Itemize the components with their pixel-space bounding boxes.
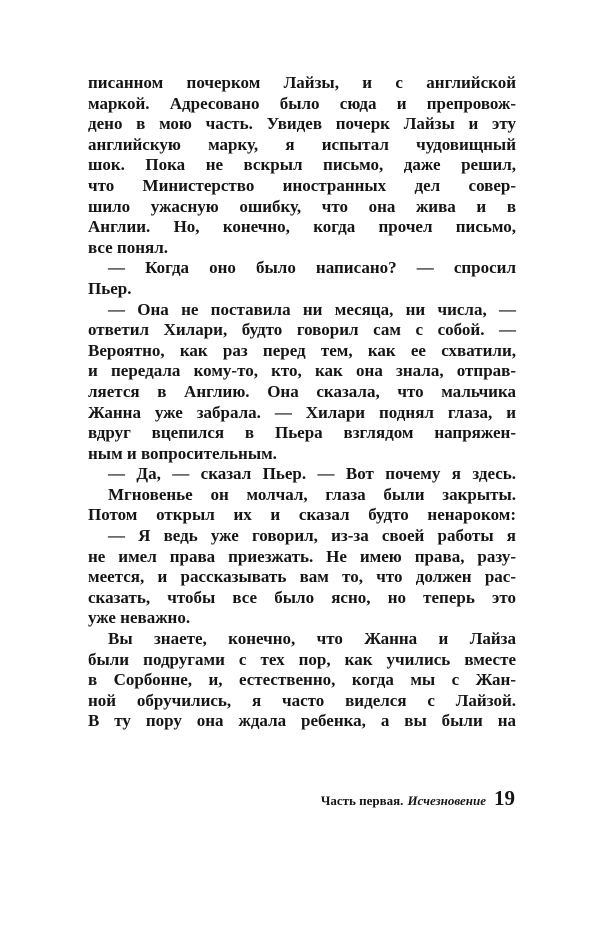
footer-section-title: Исчезновение [407,793,486,808]
text-line: сказать, чтобы все было ясно, но теперь это [88,587,516,607]
text-line: вдруг вцепился в Пьера взглядом напряжен- [88,423,516,443]
text-line: уже неважно. [88,608,191,628]
text-line: меется, и рассказывать вам то, что должен рас- [88,567,516,587]
text-line: Жанна уже забрала. — Хилари поднял глаза, и [88,402,516,422]
text-line: — Я ведь уже говорил, из-за своей работы я [108,526,516,546]
text-line: маркой. Адресовано было сюда и препровож- [88,93,516,113]
text-line: что Министерство иностранных дел совер- [88,175,516,195]
text-line: Мгновенье он молчал, глаза были закрыты. [108,484,516,504]
text-line: ным и вопросительным. [88,443,277,463]
text-line: Вероятно, как раз перед тем, как ее схватили, [88,340,516,360]
text-line: все понял. [88,237,169,257]
text-line: не имел права приезжать. Не имею права, разу- [88,546,516,566]
text-line: в Сорбонне, и, естественно, когда мы с Жан- [88,670,516,690]
text-line: шило ужасную ошибку, что она жива и в [88,196,516,216]
text-line: Пьер. [88,278,132,298]
text-line: и передала кому-то, кто, как она знала, отправ- [88,361,516,381]
page-number: 19 [494,786,515,810]
running-footer [321,786,515,813]
text-line: — Она не поставила ни месяца, ни числа, — [108,299,516,319]
text-line: В ту пору она ждала ребенка, а вы были на [88,711,516,731]
text-line: — Когда оно было написано? — спросил [108,258,516,278]
text-line: английскую марку, я испытал чудовищный [88,134,516,154]
text-line: ляется в Англию. Она сказала, что мальчика [88,381,516,401]
text-line: ной обручились, я часто виделся с Лайзой. [88,690,516,710]
footer-part-label: Часть первая. [320,793,404,808]
text-line: Потом открыл их и сказал будто ненароком: [88,505,516,525]
text-line: писанном почерком Лайзы, и с английской [88,73,516,92]
text-line: Англии. Но, конечно, когда прочел письмо, [88,217,516,237]
text-line: ответил Хилари, будто говорил сам с собой. — [88,320,516,340]
text-line: — Да, — сказал Пьер. — Вот почему я здесь. [108,464,516,484]
text-line: были подругами с тех пор, как учились вместе [88,649,516,669]
text-line: шок. Пока не вскрыл письмо, даже решил, [88,155,516,175]
page-body [88,73,516,732]
text-line: дено в мою часть. Увидев почерк Лайзы и эту [88,114,516,134]
text-line: Вы знаете, конечно, что Жанна и Лайза [108,629,516,649]
